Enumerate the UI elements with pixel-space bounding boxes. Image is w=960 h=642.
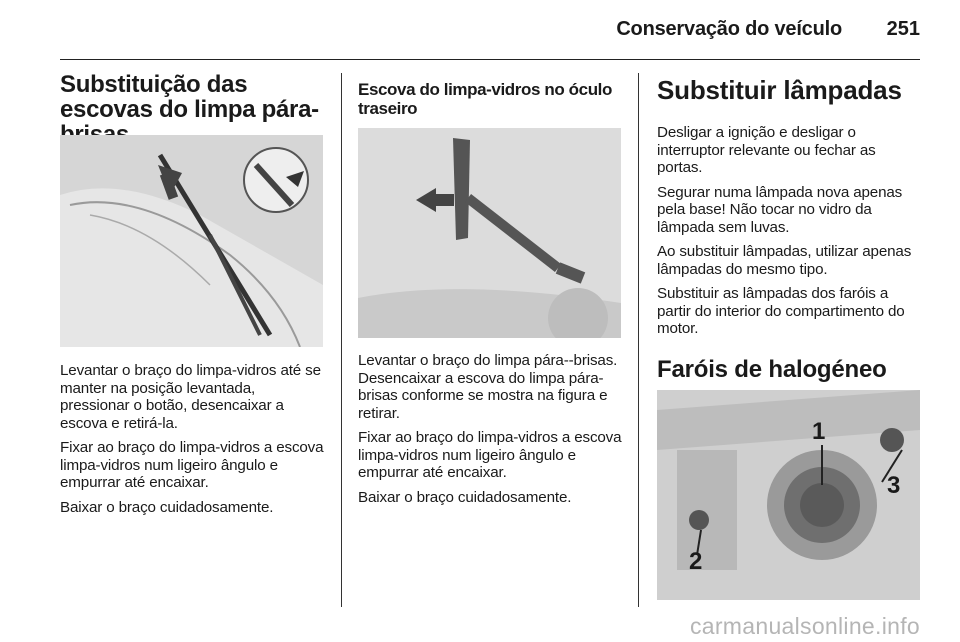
callout-label-1: 1 <box>812 418 826 445</box>
callout-label-3: 3 <box>887 472 901 499</box>
paragraph: Levantar o braço do limpa pára--brisas. Desencaixar a escova do limpa pára-brisas conforme se mostra na figura e retirar. <box>358 352 618 422</box>
paragraph: Fixar ao braço do limpa-vidros a escova limpa-vidros num ligeiro ângulo e empurrar até encaixar. <box>358 429 622 481</box>
column-2-text <box>358 352 624 513</box>
paragraph: Fixar ao braço do limpa-vidros a escova limpa-vidros num ligeiro ângulo e empurrar até encaixar. <box>60 439 324 491</box>
column-divider-2 <box>638 73 639 607</box>
paragraph: Baixar o braço cuidadosamente. <box>60 498 274 516</box>
page-number: 251 <box>886 18 920 40</box>
header-divider <box>60 59 920 60</box>
paragraph: Levantar o braço do limpa-vidros até se manter na posição levantada, pressionar o botão, desencaixar a escova e retirá-la. <box>60 362 321 432</box>
page-header <box>0 0 960 60</box>
halogen-headlight-figure <box>657 390 920 600</box>
column-3-subsection <box>657 356 927 384</box>
paragraph: Desligar a ignição e desligar o interruptor relevante ou fechar as portas. <box>657 124 876 176</box>
windscreen-wiper-figure <box>60 135 323 347</box>
column-2 <box>358 80 630 118</box>
paragraph: Ao substituir lâmpadas, utilizar apenas lâmpadas do mesmo tipo. <box>657 243 912 278</box>
chapter-title: Conservação do veículo <box>616 18 842 40</box>
callout-label-2: 2 <box>689 548 703 575</box>
section-heading-rear-wiper: Escova do limpa-vidros no óculo traseiro <box>358 80 612 118</box>
column-3-text <box>657 124 923 345</box>
column-1-text <box>60 362 326 523</box>
paragraph: Segurar numa lâmpada nova apenas pela base! Não tocar no vidro da lâmpada sem luvas. <box>657 183 903 236</box>
column-3 <box>657 76 927 104</box>
paragraph: Baixar o braço cuidadosamente. <box>358 488 572 506</box>
watermark: carmanualsonline.info <box>689 613 920 639</box>
paragraph: Substituir as lâmpadas dos faróis a partir do interior do compartimento do motor. <box>657 285 905 337</box>
rear-wiper-figure <box>358 128 621 338</box>
column-divider-1 <box>341 73 342 607</box>
section-heading-replace-bulbs: Substituir lâmpadas <box>657 75 902 105</box>
section-heading-halogen-headlights: Faróis de halogéneo <box>657 356 887 383</box>
section-heading-wiper-blades: Substituição das escovas do limpa pára- <box>60 71 319 123</box>
